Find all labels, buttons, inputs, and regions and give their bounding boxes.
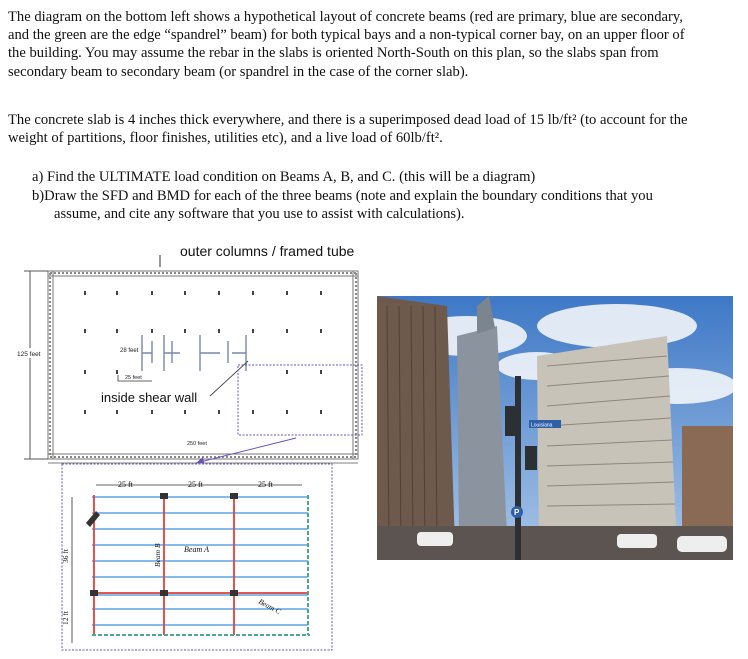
width-label: 250 feet: [187, 441, 207, 447]
corner-bay-highlight: [238, 365, 362, 435]
floor-plan-diagram: [0, 255, 372, 659]
shear-wall-label: inside shear wall: [101, 390, 198, 405]
intro-line: The concrete slab is 4 inches thick everywhere, and there is a superimposed dead load of 15 lb/ft² (to account for the: [8, 112, 688, 128]
intro-line: The diagram on the bottom left shows a hypothetical layout of concrete beams (red are primary, blue are secondary,: [8, 9, 683, 25]
dim-12-label: 12 ft: [61, 611, 70, 625]
street-sign-text: Louisiana: [531, 422, 553, 429]
span-label-1: 25 ft: [118, 480, 133, 489]
dim-36-label: 36 ft: [61, 549, 70, 563]
question-a: a) Find the ULTIMATE load condition on Beams A, B, and C. (this will be a diagram): [32, 169, 536, 185]
bay-label-25: 25 feet: [125, 375, 142, 381]
intro-paragraph-1: [8, 8, 736, 81]
parking-sign-text: P: [514, 508, 520, 517]
intro-line: the building. You may assume the rebar in the slabs is oriented North-South on this plan, so the slabs span from: [8, 45, 659, 62]
shear-wall-leader: [210, 361, 248, 396]
bay-label-28: 28 feet: [120, 348, 139, 354]
intro-line: weight of partitions, floor finishes, utilities etc), and a live load of 60lb/ft².: [8, 130, 443, 147]
question-b-continued: assume, and cite any software that you use to assist with calculations).: [54, 206, 465, 222]
outer-columns-label: outer columns / framed tube: [180, 243, 355, 259]
intro-line: and the green are the edge “spandrel” beam) for both typical bays and a non-typical corner bay, on an upper floor of: [8, 27, 685, 44]
span-label-3: 25 ft: [258, 480, 273, 489]
intro-paragraph-2: [8, 111, 736, 147]
height-dimension: [16, 271, 48, 459]
beam-a-label: Beam A: [184, 545, 209, 554]
outer-columns-leader: [160, 255, 178, 267]
question-b: b)Draw the SFD and BMD for each of the three beams (note and explain the boundary conditions that you: [32, 188, 653, 204]
span-label-2: 25 ft: [188, 480, 203, 489]
beam-b-label: Beam B: [153, 543, 162, 567]
downtown-street-photo: [377, 296, 733, 560]
beam-c-label: Beam C: [257, 596, 283, 617]
beam-detail-frame: [62, 464, 332, 650]
intro-line: secondary beam to secondary beam (or spandrel in the case of the corner slab).: [8, 63, 469, 80]
height-label: 125 feet: [17, 351, 41, 358]
shear-walls: [142, 335, 246, 371]
